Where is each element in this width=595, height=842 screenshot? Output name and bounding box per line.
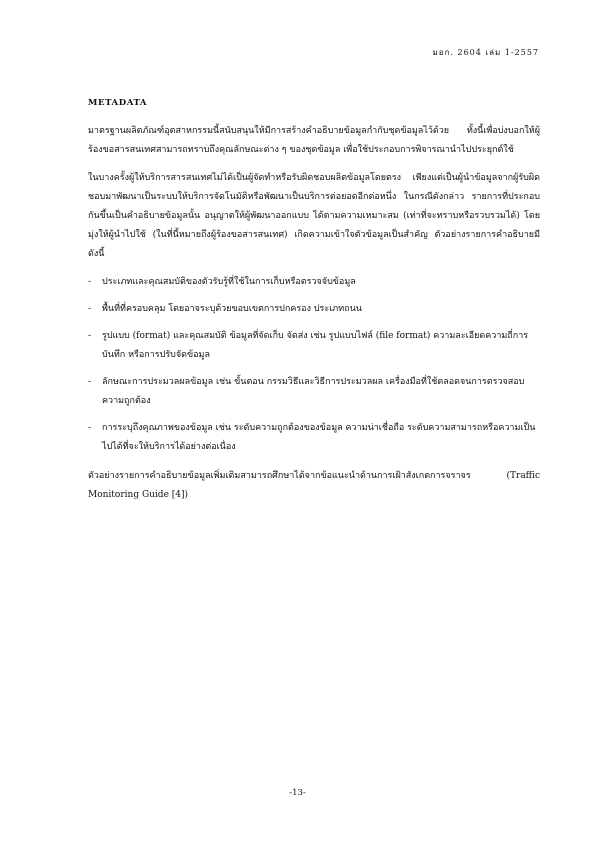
metadata-items-list <box>88 273 540 457</box>
standard-number: มอก. 2604 เล่ม 1-2557 <box>432 48 539 57</box>
list-item: - ประเภทและคุณสมบัติของตัวรับรู้ที่ใช้ในการเก็บหรือตรวจจับข้อมูล <box>88 273 540 292</box>
list-item: - การระบุถึงคุณภาพของข้อมูล เช่น ระดับความถูกต้องของข้อมูล ความน่าเชื่อถือ ระดับความสามารถหรือความเป็นไปได้ที่จะให้บริการได้อย่างต่อเนื่อง <box>88 419 540 457</box>
list-item: - พื้นที่ที่ครอบคลุม โดยอาจระบุด้วยขอบเขตการปกครอง ประเภทถนน <box>88 300 540 319</box>
page-number: -13- <box>289 788 306 798</box>
paragraph-details: ในบางครั้งผู้ให้บริการสารสนเทศไม่ได้เป็นผู้จัดทำหรือรับผิดชอบผลิตข้อมูลโดยตรง เพียงแต่เป็นผู้นำข้อมูลจากผู้รับผิดชอบมาพัฒนาเป็นระบบให้บริการจัดโนมัติหรือพัฒนาเป็นบริการต่อยอดอีกต่อหนึ่ง ในกรณีดังกล่าว รายการที่ประกอบกันขึ้นเป็นคำอธิบายข้อมูลนั้น อนุญาตให้ผู้พัฒนาออกแบบ ได้ตามความเหมาะสม (เท่าที่จะทราบหรือรวบรวมได้) โดยมุ่งให้ผู้นำไปใช้ (ในที่นี้หมายถึงผู้ร้องขอสารสนเทศ) เกิดความเข้าใจตัวข้อมูลเป็นสำคัญ ตัวอย่างรายการคำอธิบายมีดังนี้ <box>88 173 540 259</box>
list-item: - รูปแบบ (format) และคุณสมบัติ ข้อมูลที่จัดเก็บ จัดส่ง เช่น รูปแบบไฟล์ (file format) ความละเอียดความถี่การบันทึก หรือการปรับจัดข้อมูล <box>88 327 540 365</box>
paragraph-intro: มาตรฐานผลิตภัณฑ์อุตสาหกรรมนี้สนับสนุนให้มีการสร้างคำอธิบายข้อมูลกำกับชุดข้อมูลไว้ด้วย ทั้งนี้เพื่อบ่งบอกให้ผู้ร้องขอสารสนเทศสามารถทราบถึงคุณลักษณะต่าง ๆ ของชุดข้อมูล เพื่อใช้ประกอบการพิจารณานำไปประยุกต์ใช้ <box>88 126 540 155</box>
document-body <box>88 94 540 505</box>
section-heading: METADATA <box>88 98 148 108</box>
paragraph-reference: ตัวอย่างรายการคำอธิบายข้อมูลเพิ่มเติมสามารถศึกษาได้จากข้อแนะนำด้านการเฝ้าสังเกตการจราจร (Traffic Monitoring Guide [4]) <box>88 471 540 500</box>
list-item: - ลักษณะการประมวลผลข้อมูล เช่น ขั้นตอน กรรมวิธีและวิธีการประมวลผล เครื่องมือที่ใช้ตลอดจนการตรวจสอบความถูกต้อง <box>88 373 540 411</box>
